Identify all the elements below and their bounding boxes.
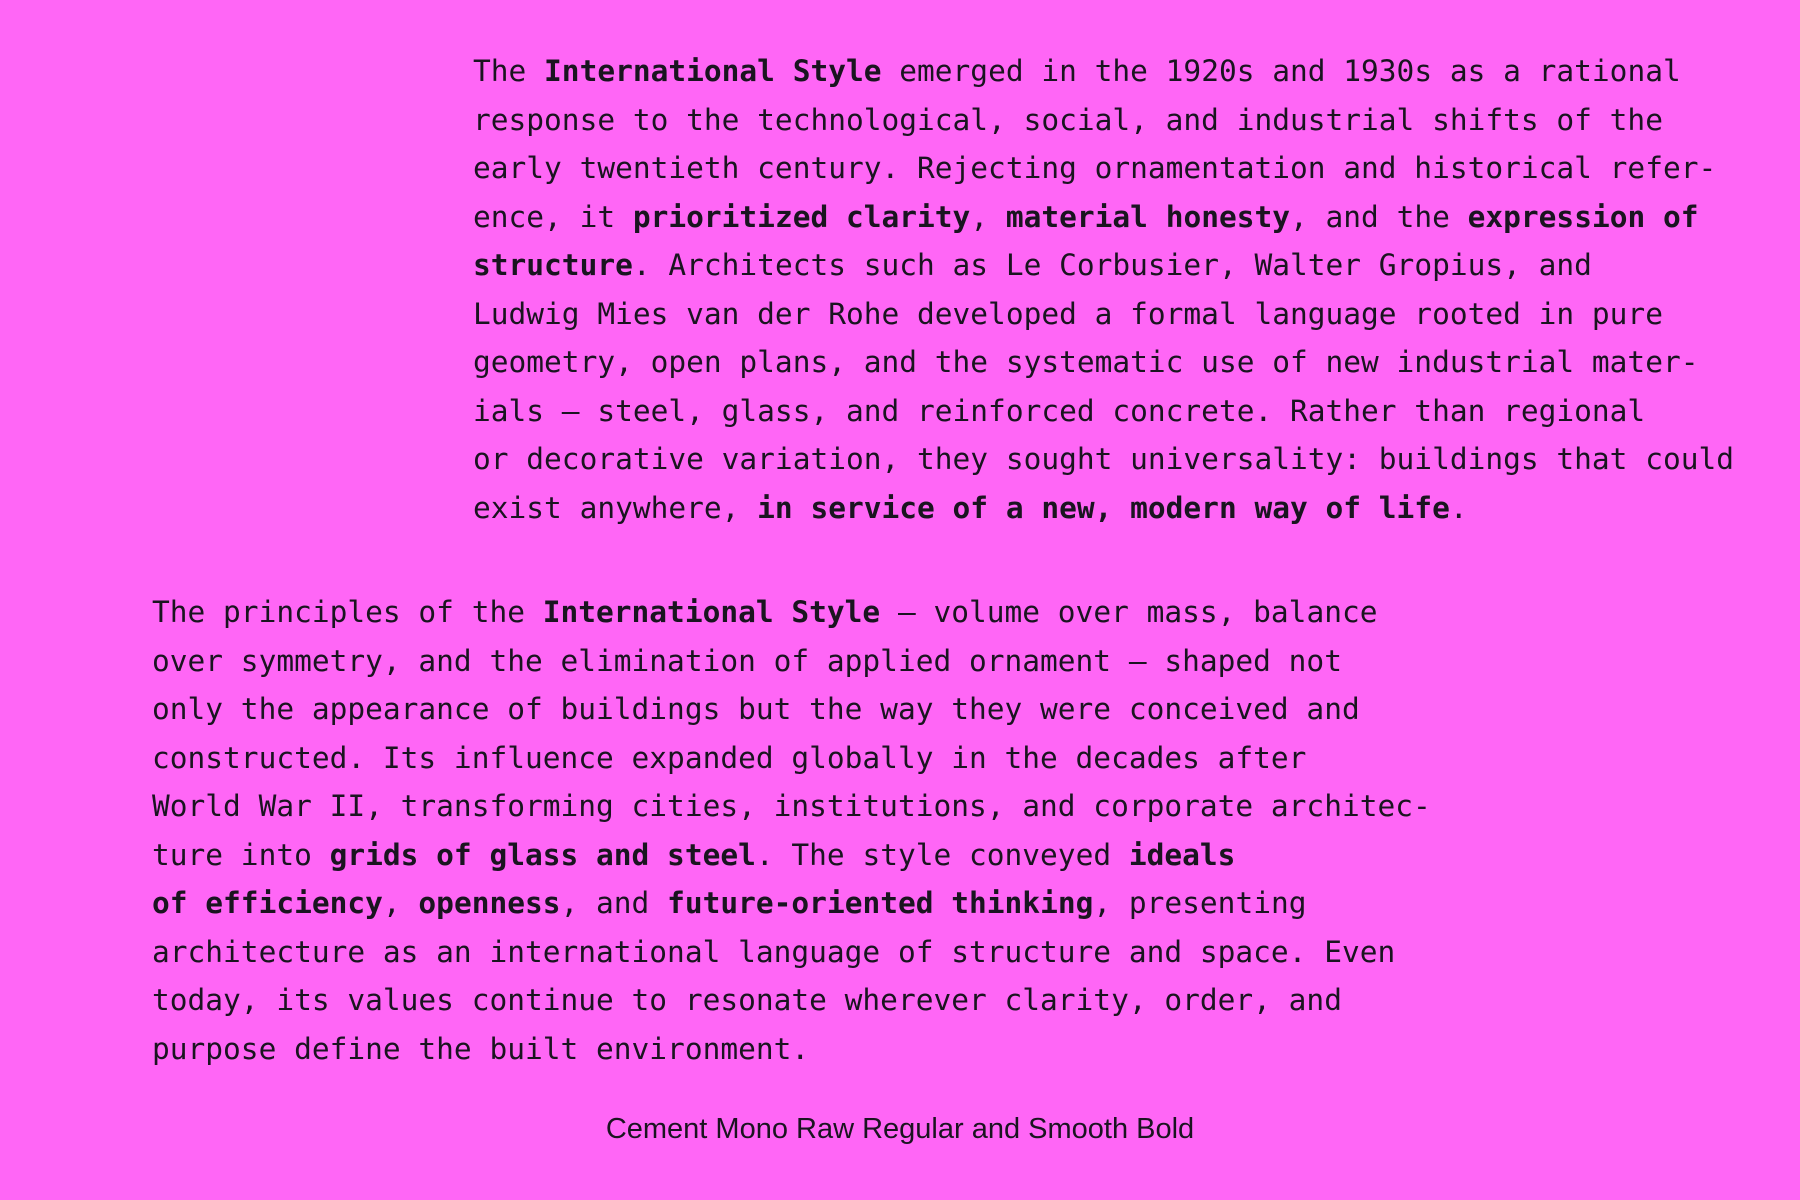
text-line [152,1025,1431,1074]
bold-text-run: future-oriented thinking [667,886,1094,920]
text-run: , and the [1290,199,1468,234]
font-caption: Cement Mono Raw Regular and Smooth Bold [605,1113,1195,1145]
text-line [473,193,1734,242]
bold-text-run: of efficiency [152,886,383,920]
text-line [473,47,1734,96]
text-line [473,241,1734,290]
text-line [152,976,1431,1025]
text-run: early twentieth century. Rejecting ornamentation and historical refer- [473,151,1717,185]
text-run: The [473,54,545,88]
text-run: , [970,199,1006,234]
text-run: ture into [152,837,330,872]
text-run: Ludwig Mies van der Rohe developed a formal language rooted in pure [473,296,1663,331]
text-run: . The style conveyed [755,837,1129,872]
text-run: only the appearance of buildings but the way they were conceived and [152,692,1360,726]
bold-text-run: ideals [1128,837,1236,872]
paragraph-international-style-principles [152,588,1431,1073]
bold-text-run: in service of a new, modern way of life [757,490,1450,525]
text-run: constructed. Its influence expanded globally in the decades after [152,740,1307,775]
text-run: response to the technological, social, and industrial shifts of the [473,102,1663,137]
text-run: emerged in the 1920s and 1930s as a rational [881,54,1681,88]
paragraph-international-style-origins [473,47,1734,532]
text-line [152,685,1431,734]
text-line [152,928,1431,977]
text-run: geometry, open plans, and the systematic use of new industrial mater- [473,345,1699,379]
text-run: . Architects such as Le Corbusier, Walter Gropius, and [632,248,1592,282]
text-run: over symmetry, and the elimination of applied ornament — shaped not [152,643,1342,678]
text-run: The principles of the [152,595,543,629]
bold-text-run: expression of [1467,199,1699,234]
text-run: ials — steel, glass, and reinforced concrete. Rather than regional [473,393,1646,428]
text-line [152,637,1431,686]
text-run: today, its values continue to resonate wherever clarity, order, and [152,983,1342,1017]
text-line [473,387,1734,436]
bold-text-run: International Style [542,595,881,629]
text-run: , [382,886,419,920]
text-line [152,879,1431,928]
text-run: . [1449,490,1468,525]
text-run: , and [560,886,668,920]
text-run: or decorative variation, they sought universality: buildings that could [473,442,1734,476]
text-run: exist anywhere, [473,490,758,525]
bold-text-run: prioritized clarity [632,199,971,234]
text-line [473,96,1734,145]
text-line [473,338,1734,387]
bold-text-run: grids of glass and steel [329,837,756,872]
text-run: architecture as an international language of structure and space. Even [152,934,1396,969]
text-line [152,734,1431,783]
text-line [152,831,1431,880]
text-line [152,782,1431,831]
text-line [152,588,1431,637]
text-line [473,290,1734,339]
text-run: , presenting [1093,886,1307,920]
bold-text-run: International Style [544,54,882,88]
bold-text-run: openness [418,886,561,920]
text-run: purpose define the built environment. [152,1031,810,1066]
text-line [473,144,1734,193]
text-run: — volume over mass, balance [880,595,1378,629]
text-run: World War II, transforming cities, institutions, and corporate architec- [152,789,1431,823]
text-line [473,435,1734,484]
text-run: ence, it [473,199,633,234]
text-line [473,484,1734,533]
bold-text-run: structure [473,248,633,282]
bold-text-run: material honesty [1005,199,1291,234]
